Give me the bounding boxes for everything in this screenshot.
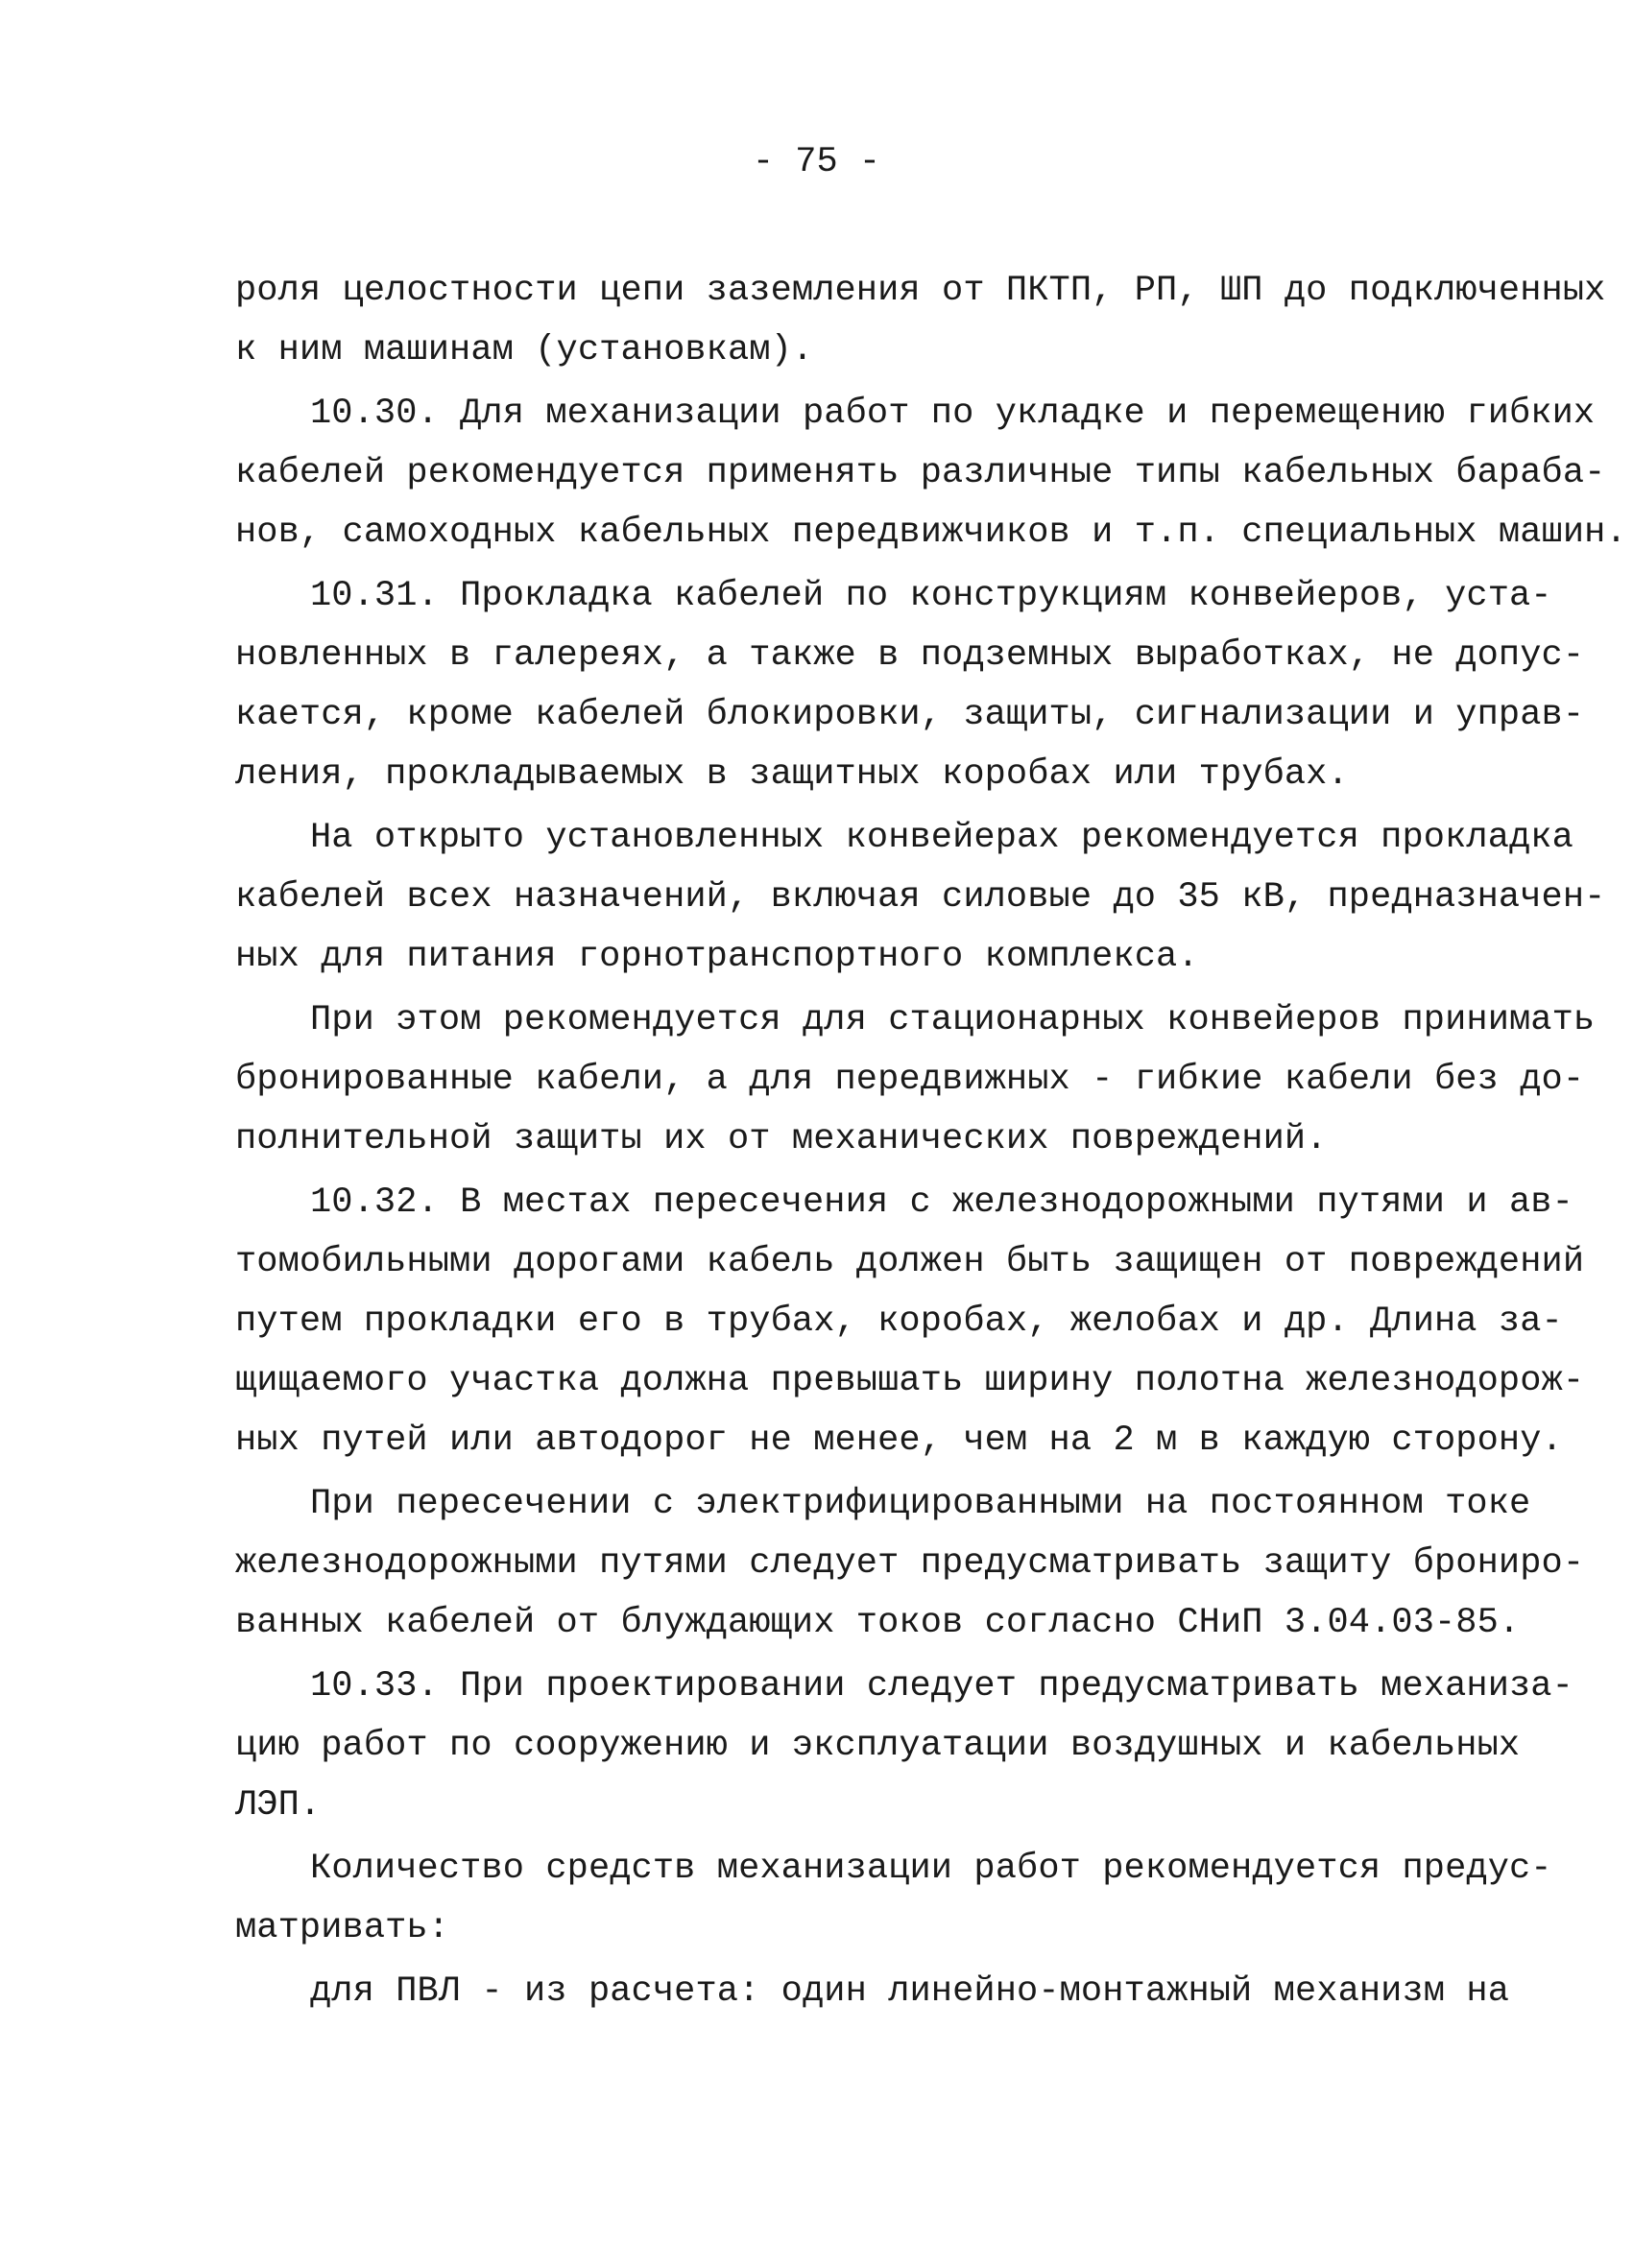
text-line: полнительной защиты их от механических повреждений. bbox=[235, 1119, 1328, 1159]
paragraph-open-conveyors: На открыто установленных конвейерах рекомендуется прокладка bbox=[310, 818, 1573, 858]
paragraph-electrified-tracks: При пересечении с электрифицированными на постоянном токе bbox=[310, 1484, 1531, 1524]
text-line: томобильными дорогами кабель должен быть защищен от повреждений bbox=[235, 1242, 1585, 1282]
text-line: кабелей всех назначений, включая силовые до 35 кВ, предназначен- bbox=[235, 877, 1606, 918]
text-line: путем прокладки его в трубах, коробах, желобах и др. Длина за- bbox=[235, 1301, 1563, 1342]
text-line: новленных в галереях, а также в подземных выработках, не допус- bbox=[235, 635, 1585, 676]
text-line: бронированные кабели, а для передвижных - гибкие кабели без до- bbox=[235, 1060, 1585, 1100]
text-line: к ним машинам (установкам). bbox=[235, 330, 814, 370]
text-line: ных для питания горнотранспортного комплекса. bbox=[235, 937, 1199, 977]
paragraph-10-30: 10.30. Для механизации работ по укладке и перемещению гибких bbox=[310, 394, 1596, 434]
text-line: щищаемого участка должна превышать ширину полотна железнодорож- bbox=[235, 1361, 1585, 1401]
text-line: ЛЭП. bbox=[235, 1785, 322, 1826]
text-line: ления, прокладываемых в защитных коробах или трубах. bbox=[235, 754, 1349, 795]
text-line: ных путей или автодорог не менее, чем на 2 м в каждую сторону. bbox=[235, 1420, 1563, 1461]
page-number: - 75 - bbox=[752, 142, 881, 182]
paragraph-10-32: 10.32. В местах пересечения с железнодорожными путями и ав- bbox=[310, 1182, 1573, 1223]
text-line: кабелей рекомендуется применять различные типы кабельных бараба- bbox=[235, 453, 1606, 493]
paragraph-mechanization-count: Количество средств механизации работ рекомендуется предус- bbox=[310, 1849, 1552, 1889]
paragraph-stationary-conveyors: При этом рекомендуется для стационарных конвейеров принимать bbox=[310, 1000, 1596, 1040]
document-body bbox=[235, 261, 1627, 2021]
paragraph-10-33: 10.33. При проектировании следует предусматривать механиза- bbox=[310, 1666, 1573, 1707]
text-line: кается, кроме кабелей блокировки, защиты, сигнализации и управ- bbox=[235, 695, 1585, 735]
text-line: роля целостности цепи заземления от ПКТП, РП, ШП до подключенных bbox=[235, 271, 1606, 311]
text-line: матривать: bbox=[235, 1908, 450, 1948]
text-line: ванных кабелей от блуждающих токов согласно СНиП 3.04.03-85. bbox=[235, 1603, 1521, 1643]
text-line: нов, самоходных кабельных передвижчиков и т.п. специальных машин. bbox=[235, 513, 1627, 553]
paragraph-10-31: 10.31. Прокладка кабелей по конструкциям конвейеров, уста- bbox=[310, 576, 1552, 616]
text-line: железнодорожными путями следует предусматривать защиту брониро- bbox=[235, 1543, 1585, 1584]
paragraph-pvl: для ПВЛ - из расчета: один линейно-монтажный механизм на bbox=[310, 1971, 1510, 2012]
text-line: цию работ по сооружению и эксплуатации воздушных и кабельных bbox=[235, 1726, 1521, 1766]
